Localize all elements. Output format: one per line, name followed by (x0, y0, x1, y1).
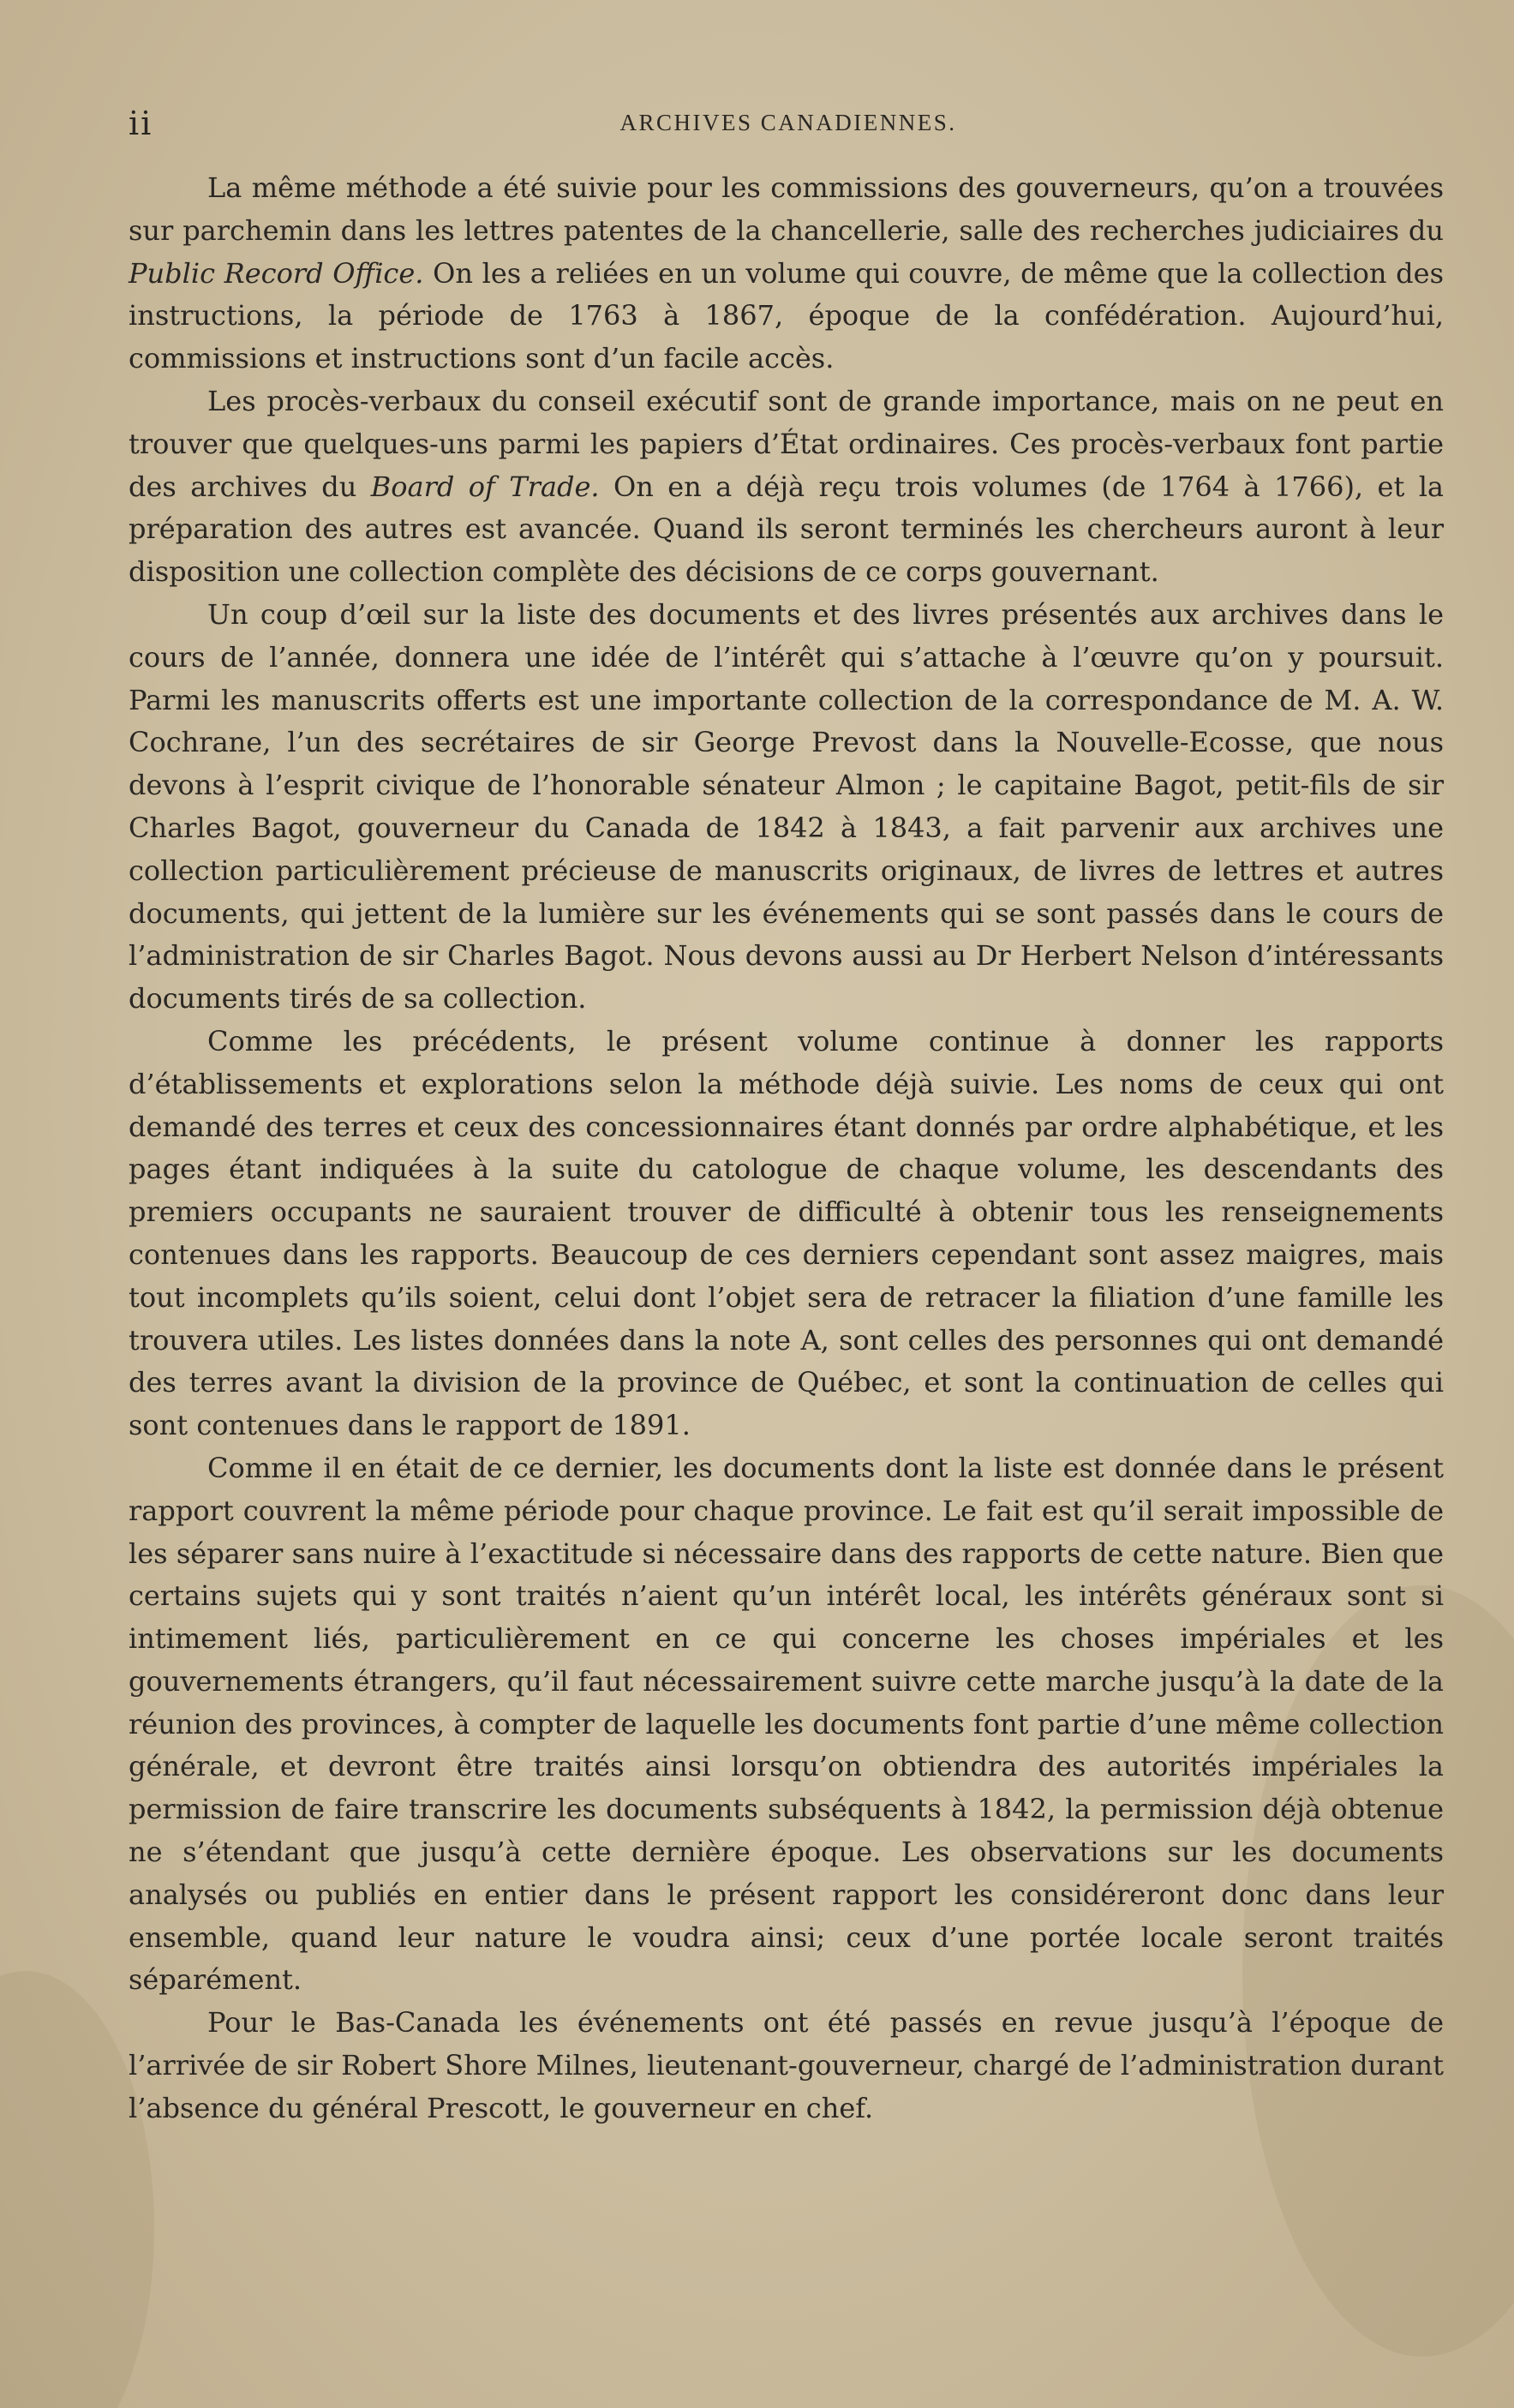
paragraph-text: On en a déjà reçu trois volumes (de 1764 à 1766), et la préparation des autres est avancée. Quand ils seront terminés les chercheurs auront à leur disposition une collection complète des décisions de ce corps gouvernant. (129, 470, 1445, 589)
page-number: ii (129, 105, 153, 142)
italic-text: Board of Trade. (370, 470, 600, 503)
paragraph-text: Pour le Bas-Canada les événements ont été passés en revue jusqu’à l’époque de l’arrivée de sir Robert Shore Milnes, lieutenant-gouverneur, chargé de l’administration durant l’absence du général Prescott, le gouverneur en chef. (129, 2006, 1444, 2124)
running-header (129, 105, 1448, 142)
paragraph (129, 594, 1444, 1021)
paragraph-text: Les procès-verbaux du conseil exécutif sont de grande importance, mais on ne peut en trouver que quelques-uns parmi les papiers d’État ordinaires. Ces procès-verbaux font partie des archives du (129, 384, 1444, 503)
paragraph (129, 380, 1444, 594)
paragraph-text: La même méthode a été suivie pour les commissions des gouverneurs, qu’on a trouvées sur parchemin dans les lettres patentes de la chancellerie, salle des recherches judiciaires du (129, 171, 1444, 247)
paragraph-text: Comme il en était de ce dernier, les documents dont la liste est donnée dans le présent rapport couvrent la même période pour chaque province. Le fait est qu’il serait impossible de les séparer sans nuire à l’exactitude si nécessaire dans des rapports de cette nature. Bien que certains sujets qui y sont traités n’aient qu’un intérêt local, les intérêts généraux sont si intimement liés, particulièrement en ce qui concerne les choses impériales et les gouvernements étrangers, qu’il faut nécessairement suivre cette marche jusqu’à la date de la réunion des provinces, à compter de laquelle les documents font partie d’une même collection générale, et devront être traités ainsi lorsqu’on obtiendra des autorités impériales la permission de faire transcrire les documents subséquents à 1842, la permission déjà obtenue ne s’étendant que jusqu’à cette dernière époque. Les observations sur les documents analysés ou publiés en entier dans le présent rapport les considéreront donc dans leur ensemble, quand leur nature le voudra ainsi; ceux d’une portée locale seront traités séparément. (129, 1451, 1444, 1997)
paragraph-text: Un coup d’œil sur la liste des documents et des livres présentés aux archives dans le cours de l’année, donnera une idée de l’intérêt qui s’attache à l’œuvre qu’on y poursuit. Parmi les manuscrits offerts est une importante collection de la correspondance de M. A. W. Cochrane, l’un des secrétaires de sir George Prevost dans la Nouvelle-Ecosse, que nous devons à l’esprit civique de l’honorable sénateur Almon ; le capitaine Bagot, petit-fils de sir Charles Bagot, gouverneur du Canada de 1842 à 1843, a fait parvenir aux archives une collection particulièrement précieuse de manuscrits originaux, de livres de lettres et autres documents, qui jettent de la lumière sur les événements qui se sont passés dans le cours de l’administration de sir Charles Bagot. Nous devons aussi au Dr Herbert Nelson d’intéressants documents tirés de sa collection. (129, 597, 1444, 1015)
paragraph (129, 167, 1444, 380)
body-text (129, 167, 1444, 2130)
paragraph-text: Comme les précédents, le présent volume continue à donner les rapports d’établissements et explorations selon la méthode déjà suivie. Les noms de ceux qui ont demandé des terres et ceux des concessionnaires étant donnés par ordre alphabétique, et les pages étant indiquées à la suite du catologue de chaque volume, les descendants des premiers occupants ne sauraient trouver de difficulté à obtenir tous les renseignements contenues dans les rapports. Beaucoup de ces derniers cependant sont assez maigres, mais tout incomplets qu’ils soient, celui dont l’objet sera de retracer la filiation d’une famille les trouvera utiles. Les listes données dans la note A, sont celles des personnes qui ont demandé des terres avant la division de la province de Québec, et sont la continuation de celles qui sont contenues dans le rapport de 1891. (129, 1024, 1444, 1442)
paragraph (129, 2002, 1444, 2129)
paragraph (129, 1447, 1444, 2002)
paragraph (129, 1021, 1444, 1447)
italic-text: Public Record Office. (129, 256, 424, 290)
running-title: ARCHIVES CANADIENNES. (619, 110, 957, 135)
paragraph-text: On les a reliées en un volume qui couvre, de même que la collection des instructions, la période de 1763 à 1867, époque de la confédération. Aujourd’hui, commissions et instructions sont d’un facile accès. (129, 256, 1445, 375)
